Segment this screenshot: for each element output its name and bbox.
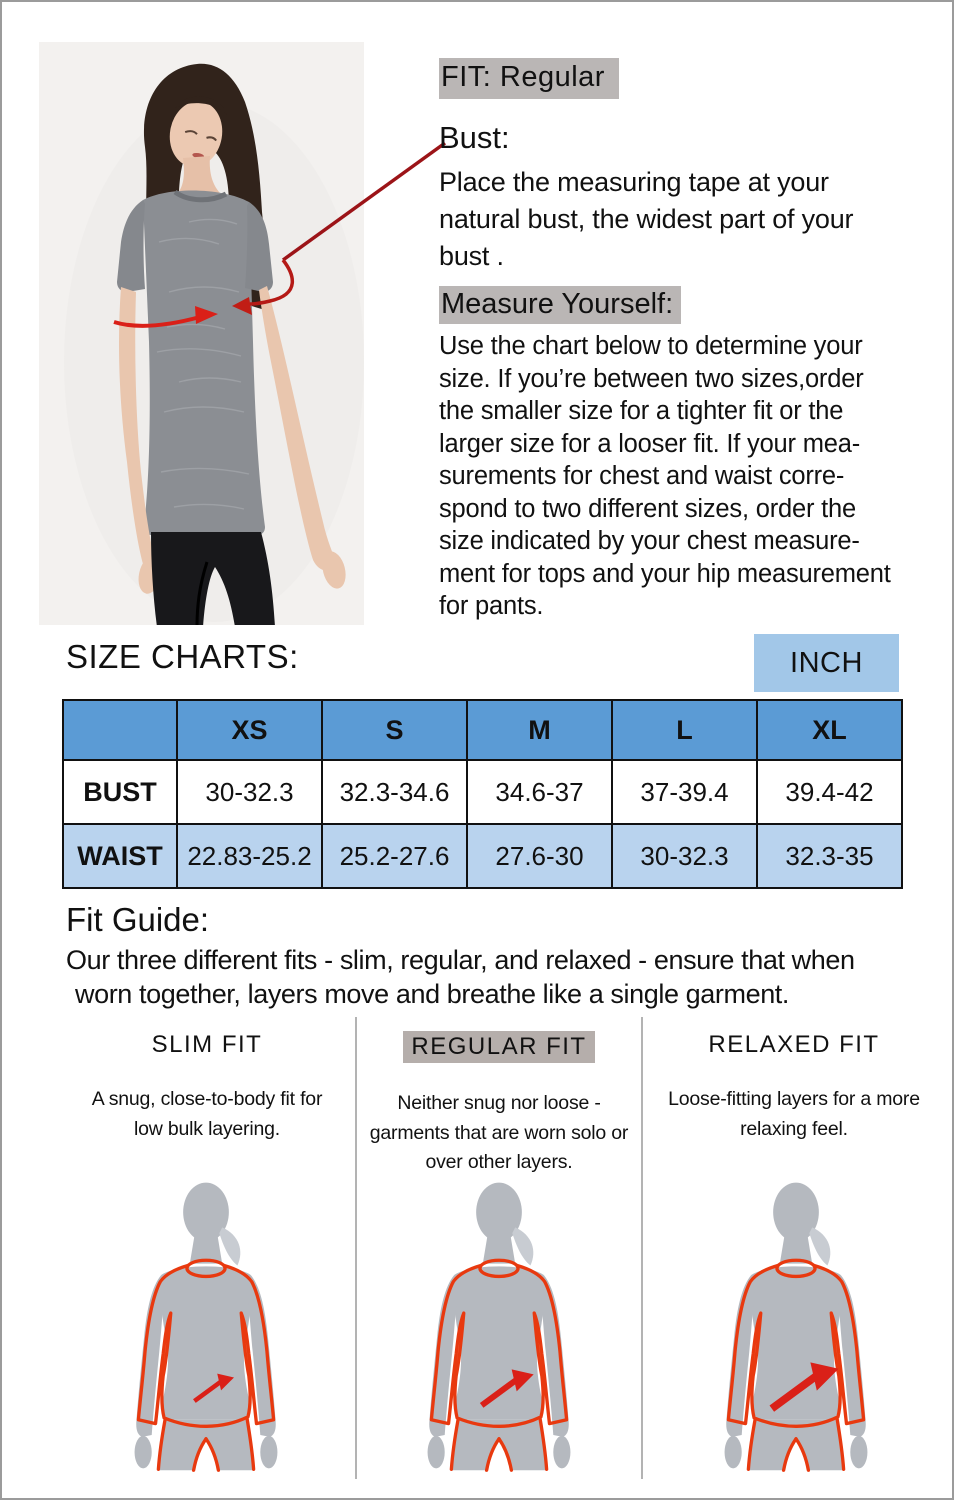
measure-text-line: Use the chart below to determine your: [439, 332, 863, 360]
size-chart-table: [62, 699, 903, 889]
desc-line: Loose-fitting layers for a more: [668, 1088, 920, 1110]
size-header-row: [63, 700, 902, 760]
size-value: 34.6-37: [467, 760, 612, 824]
desc-line: Neither snug nor loose -: [397, 1092, 601, 1114]
measure-instructions: [439, 330, 891, 623]
size-value: 39.4-42: [757, 760, 902, 824]
regular-fit-figure: [399, 1174, 599, 1476]
corner-cell: [63, 700, 177, 760]
slim-fit-figure: [106, 1174, 306, 1476]
fit-type-label: FIT: Regular: [439, 58, 619, 99]
relaxed-fit-figure: [696, 1174, 896, 1476]
measure-text-line: for pants.: [439, 592, 544, 620]
fit-description: [358, 1089, 640, 1178]
bust-text-line: natural bust, the widest part of your: [439, 204, 854, 234]
desc-line: relaxing feel.: [740, 1117, 848, 1140]
size-column-header: S: [322, 700, 467, 760]
size-value: 22.83-25.2: [177, 824, 322, 888]
fit-guide-heading: Fit Guide:: [66, 901, 210, 938]
bust-text-line: bust .: [439, 241, 504, 271]
size-value: 37-39.4: [612, 760, 757, 824]
desc-line: low bulk layering.: [134, 1117, 280, 1140]
intro-line: worn together, layers move and breathe like a single garment.: [75, 979, 790, 1009]
size-value: 32.3-35: [757, 824, 902, 888]
size-column-header: L: [612, 700, 757, 760]
size-value: 25.2-27.6: [322, 824, 467, 888]
fit-column-slim: [62, 1017, 352, 1144]
measure-text-line: size indicated by your chest measure-: [439, 527, 860, 555]
row-label: WAIST: [63, 824, 177, 888]
size-column-header: M: [467, 700, 612, 760]
row-label: BUST: [63, 760, 177, 824]
measure-yourself-heading: Measure Yourself:: [439, 286, 681, 324]
fit-column-relaxed: [646, 1017, 942, 1144]
unit-badge: INCH: [754, 634, 899, 692]
size-value: 27.6-30: [467, 824, 612, 888]
size-charts-heading: SIZE CHARTS:: [66, 638, 299, 675]
model-photo: [39, 42, 364, 625]
size-value: 30-32.3: [177, 760, 322, 824]
measure-text-line: spond to two different sizes, order the: [439, 494, 856, 523]
fit-description: [62, 1085, 352, 1144]
column-divider: [355, 1017, 357, 1479]
column-divider: [641, 1017, 643, 1479]
bust-instructions: [439, 164, 853, 275]
desc-line: over other layers.: [425, 1151, 573, 1173]
measure-text-line: larger size for a looser fit. If your mea-: [439, 429, 861, 458]
desc-line: A snug, close-to-body fit for: [91, 1088, 323, 1110]
fit-name-slim: SLIM FIT: [151, 1031, 263, 1058]
fit-name-regular: REGULAR FIT: [403, 1031, 594, 1063]
bust-heading: Bust:: [439, 120, 510, 155]
fit-guide-intro: [66, 943, 855, 1011]
desc-line: garments that are worn solo or: [369, 1121, 629, 1144]
size-value: 30-32.3: [612, 824, 757, 888]
intro-line: Our three different fits - slim, regular, and relaxed - ensure that when: [66, 945, 855, 975]
model-photo-illustration: [39, 42, 364, 625]
fit-column-regular: [358, 1017, 640, 1178]
table-row-waist: [63, 824, 902, 888]
size-column-header: XS: [177, 700, 322, 760]
measure-text-line: ment for tops and your hip measurement: [439, 559, 891, 588]
measure-text-line: surements for chest and waist corre-: [439, 462, 845, 490]
fit-name-relaxed: RELAXED FIT: [708, 1031, 880, 1058]
size-value: 32.3-34.6: [322, 760, 467, 824]
size-column-header: XL: [757, 700, 902, 760]
bust-text-line: Place the measuring tape at your: [439, 167, 829, 197]
table-row-bust: [63, 760, 902, 824]
fit-description: [646, 1085, 942, 1144]
measure-text-line: the smaller size for a tighter fit or the: [439, 397, 844, 425]
measure-text-line: size. If you’re between two sizes,order: [439, 364, 864, 393]
